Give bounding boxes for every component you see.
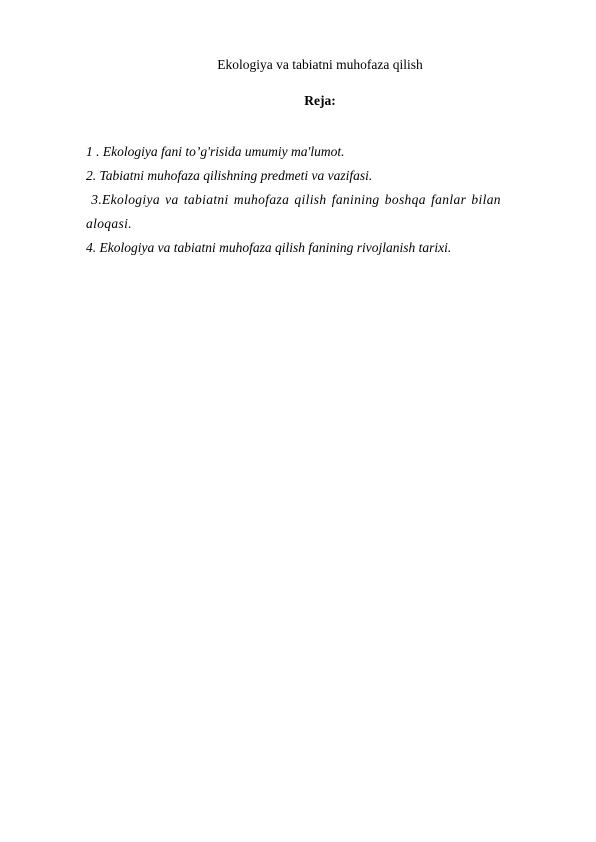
plan-list bbox=[86, 140, 518, 260]
plan-item-3: 3.Ekologiya va tabiatni muhofaza qilish fanining boshqa fanlar bilan aloqasi. bbox=[86, 192, 507, 231]
plan-heading: Reja: bbox=[304, 93, 336, 108]
plan-item-4: 4. Ekologiya va tabiatni muhofaza qilish fanining rivojlanish tarixi. bbox=[86, 240, 452, 255]
plan-item-1: 1 . Ekologiya fani to’g'risida umumiy ma'lumot. bbox=[86, 144, 345, 159]
plan-item-2: 2. Tabiatni muhofaza qilishning predmeti va vazifasi. bbox=[86, 168, 373, 183]
document-title: Ekologiya va tabiatni muhofaza qilish bbox=[217, 57, 423, 72]
